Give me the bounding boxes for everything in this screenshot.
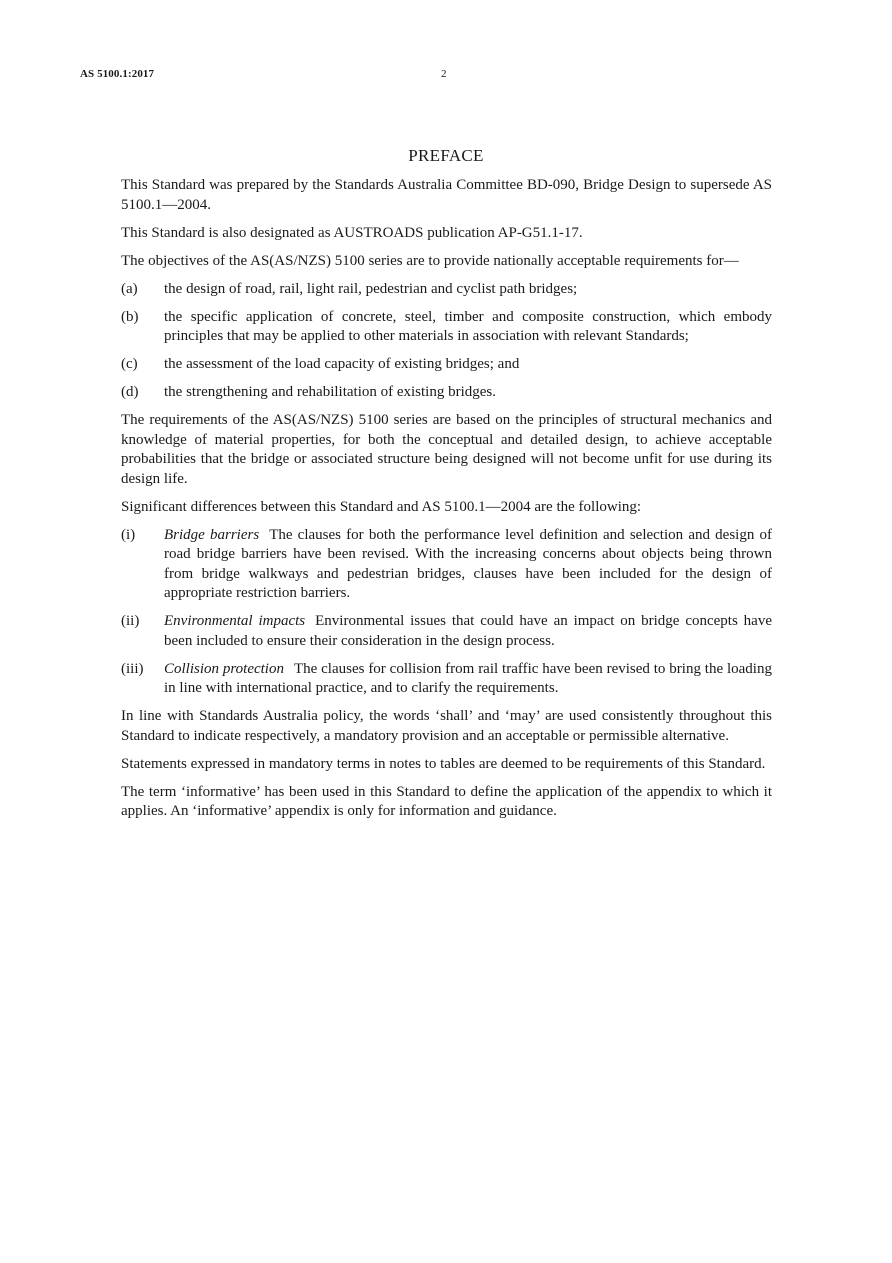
- list-item-label: (d): [121, 384, 139, 400]
- paragraph-objectives-intro: The objectives of the AS(AS/NZS) 5100 series are to provide nationally acceptable requirements for—: [121, 252, 739, 269]
- list-item: [121, 355, 772, 375]
- paragraph-requirements: The requirements of the AS(AS/NZS) 5100 series are based on the principles of structural mechanics and knowledge of material properties, for both the conceptual and detailed design, to achieve acceptable probabilities that the bridge or associated structure being designed will not become unfit for use during its design life.: [121, 412, 772, 487]
- paragraph-austroads: This Standard is also designated as AUSTROADS publication AP-G51.1-17.: [121, 224, 583, 241]
- difference-term: Environmental impacts: [164, 613, 306, 629]
- difference-item: [121, 660, 772, 699]
- list-item: [121, 383, 772, 403]
- list-item-text: the design of road, rail, light rail, pedestrian and cyclist path bridges;: [164, 280, 578, 297]
- page-number: 2: [441, 68, 447, 80]
- difference-term: Bridge barriers: [164, 526, 260, 543]
- paragraph-informative: The term ‘informative’ has been used in this Standard to define the application of the appendix to which it applies. An ‘informative’ appendix is only for information and guidance.: [121, 783, 772, 819]
- list-item-label: (c): [121, 356, 138, 372]
- difference-label: (ii): [121, 613, 140, 629]
- difference-term: Collision protection: [164, 660, 284, 677]
- paragraph-committee: This Standard was prepared by the Standards Australia Committee BD-090, Bridge Design to supersede AS 5100.1—2004.: [121, 177, 772, 213]
- difference-item: [121, 526, 772, 604]
- paragraph-differences-intro: Significant differences between this Standard and AS 5100.1—2004 are the following:: [121, 498, 642, 515]
- difference-text: Environmental issues that could have an impact on bridge concepts have been included to ensure their consideration in the design process.: [164, 613, 772, 649]
- difference-text: The clauses for both the performance level definition and selection and design of road bridge barriers have been revised. With the increasing concerns about objects being thrown from bridge walkways and pedestrian bridges, clauses have been included for the design of appropriate restriction barriers.: [164, 526, 772, 601]
- paragraph-shall-may: In line with Standards Australia policy, the words ‘shall’ and ‘may’ are used consistently throughout this Standard to indicate respectively, a mandatory provision and an acceptable or permissible alternative.: [121, 708, 772, 744]
- preface-body: [121, 176, 772, 830]
- list-item: [121, 280, 772, 300]
- paragraph-mandatory-terms: Statements expressed in mandatory terms in notes to tables are deemed to be requirements of this Standard.: [121, 755, 766, 772]
- difference-item: [121, 612, 772, 651]
- list-item-text: the specific application of concrete, steel, timber and composite construction, which embody principles that may be applied to other materials in association with relevant Standards;: [164, 308, 772, 344]
- list-item: [121, 308, 772, 347]
- difference-text: The clauses for collision from rail traffic have been revised to bring the loading in line with international practice, and to clarify the requirements.: [164, 660, 772, 696]
- list-item-label: (a): [121, 280, 138, 297]
- page-title: PREFACE: [408, 146, 484, 165]
- list-item-label: (b): [121, 308, 139, 325]
- list-item-text: the strengthening and rehabilitation of existing bridges.: [164, 384, 497, 400]
- standard-id: AS 5100.1:2017: [80, 68, 155, 80]
- list-item-text: the assessment of the load capacity of existing bridges; and: [164, 356, 520, 372]
- difference-label: (iii): [121, 660, 144, 677]
- difference-label: (i): [121, 526, 136, 543]
